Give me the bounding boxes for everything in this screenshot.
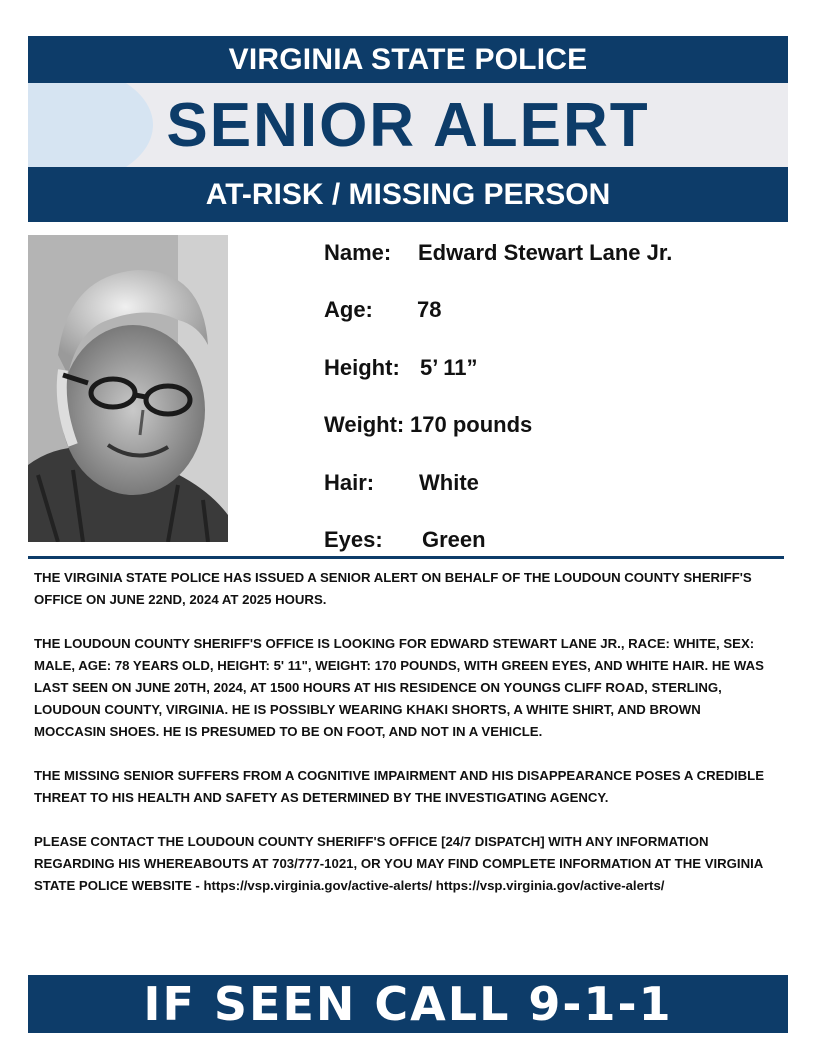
eyes-label: Eyes: xyxy=(324,527,383,552)
alert-type-title: SENIOR ALERT xyxy=(166,90,650,160)
alert-details xyxy=(34,567,766,919)
alert-type-banner xyxy=(28,83,788,167)
name-label: Name: xyxy=(324,240,392,265)
threat-paragraph: THE MISSING SENIOR SUFFERS FROM A COGNITIVE IMPAIRMENT AND HIS DISAPPEARANCE POSES A CREDIBLE THREAT TO HIS HEALTH AND SAFETY AS DETERMINED BY THE INVESTIGATING AGENCY. xyxy=(34,768,765,805)
name-value: Edward Stewart Lane Jr. xyxy=(418,240,673,265)
weight-label: Weight: xyxy=(324,412,405,437)
eyes-value: Green xyxy=(422,527,486,552)
call-to-action-text: IF SEEN CALL 9-1-1 xyxy=(143,977,673,1031)
subtitle-banner xyxy=(28,167,788,222)
call-to-action-banner xyxy=(28,975,788,1033)
contact-paragraph: PLEASE CONTACT THE LOUDOUN COUNTY SHERIFF'S OFFICE [24/7 DISPATCH] WITH ANY INFORMATION REGARDING HIS WHEREABOUTS AT 703/777-1021, OR YOU MAY FIND COMPLETE INFORMATION AT THE VIRGINIA STATE POLICE WEBSITE - https://vsp.virginia.gov/active-alerts/ https://vsp.virginia.gov/active-alerts/ xyxy=(34,834,763,893)
hair-value: White xyxy=(419,470,479,495)
portrait-image xyxy=(28,235,228,542)
weight-value: 170 pounds xyxy=(410,412,533,437)
height-label: Height: xyxy=(324,355,400,380)
height-value: 5’ 11” xyxy=(420,355,478,380)
age-value: 78 xyxy=(417,297,442,322)
missing-person-photo xyxy=(28,235,228,542)
agency-title: VIRGINIA STATE POLICE xyxy=(228,42,588,76)
age-label: Age: xyxy=(324,297,373,322)
agency-banner xyxy=(28,36,788,83)
subtitle-text: AT-RISK / MISSING PERSON xyxy=(205,177,611,211)
section-divider xyxy=(28,556,784,559)
hair-label: Hair: xyxy=(324,470,375,495)
issuance-paragraph: THE VIRGINIA STATE POLICE HAS ISSUED A SENIOR ALERT ON BEHALF OF THE LOUDOUN COUNTY SHERIFF'S OFFICE ON JUNE 22ND, 2024 AT 2025 HOURS. xyxy=(34,570,752,607)
description-paragraph: THE LOUDOUN COUNTY SHERIFF'S OFFICE IS LOOKING FOR EDWARD STEWART LANE JR., RACE: WHITE, SEX: MALE, AGE: 78 YEARS OLD, HEIGHT: 5' 11", WEIGHT: 170 POUNDS, WITH GREEN EYES, AND WHITE HAIR. HE WAS LAST SEEN ON JUNE 20TH, 2024, AT 1500 HOURS AT HIS RESIDENCE ON YOUNGS CLIFF ROAD, STERLING, LOUDOUN COUNTY, VIRGINIA. HE IS POSSIBLY WEARING KHAKI SHORTS, A WHITE SHIRT, AND BROWN MOCCASIN SHOES. HE IS PRESUMED TO BE ON FOOT, AND NOT IN A VEHICLE. xyxy=(34,636,764,739)
